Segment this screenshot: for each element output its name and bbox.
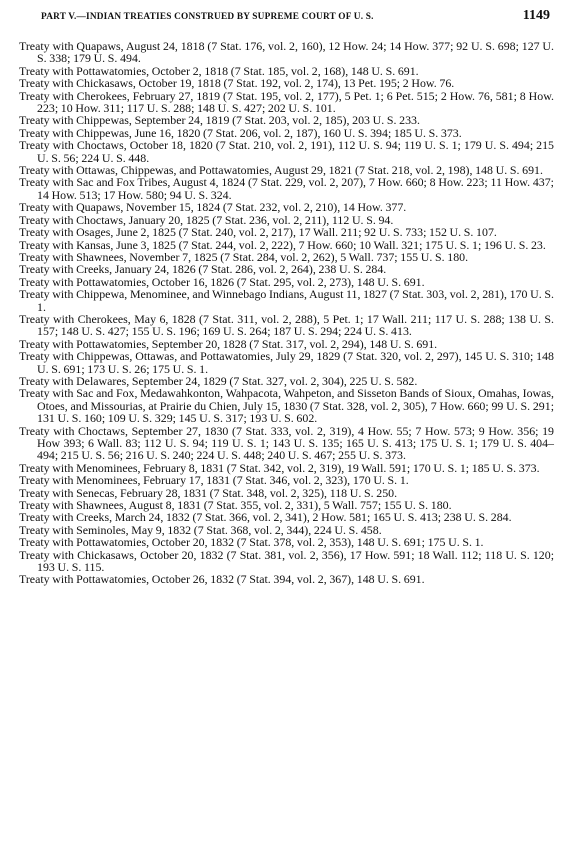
treaty-entry: Treaty with Osages, June 2, 1825 (7 Stat. 240, vol. 2, 217), 17 Wall. 211; 92 U. S. 733; 152 U. S. 107. (19, 225, 497, 240)
treaty-entry: Treaty with Creeks, January 24, 1826 (7 Stat. 286, vol. 2, 264), 238 U. S. 284. (19, 262, 387, 277)
treaty-entry: Treaty with Kansas, June 3, 1825 (7 Stat. 244, vol. 2, 222), 7 How. 660; 10 Wall. 321; 175 U. S. 1; 196 U. S. 23. (19, 237, 546, 252)
treaty-entry: Treaty with Choctaws, September 27, 1830 (7 Stat. 333, vol. 2, 319), 4 How. 55; 7 How. 573; 9 How. 356; 19 How 393; 6 Wall. 83; 112 U. S. 94; 119 U. S. 1; 143 U. S. 135; 165 U. S. 413; 175 U. S. 1; 179 U. S. 404–494; 215 U. S. 56; 216 U. S. 240; 224 U. S. 448; 240 U. S. 467; 255 U. S. 373. (19, 423, 554, 463)
treaty-entry: Treaty with Menominees, February 8, 1831 (7 Stat. 342, vol. 2, 319), 19 Wall. 591; 170 U. S. 1; 185 U. S. 373. (19, 460, 540, 475)
treaty-entry: Treaty with Pottawatomies, October 16, 1826 (7 Stat. 295, vol. 2, 273), 148 U. S. 691. (19, 274, 425, 289)
treaty-entry: Treaty with Pottawatomies, October 2, 1818 (7 Stat. 185, vol. 2, 168), 148 U. S. 691. (19, 63, 419, 78)
treaty-entry: Treaty with Chickasaws, October 20, 1832 (7 Stat. 381, vol. 2, 356), 17 How. 591; 18 Wall. 112; 118 U. S. 120; 193 U. S. 115. (19, 547, 554, 575)
treaty-entry: Treaty with Cherokees, February 27, 1819 (7 Stat. 195, vol. 2, 177), 5 Pet. 1; 6 Pet. 515; 2 How. 76, 581; 8 How. 223; 10 How. 311; 117 U. S. 288; 148 U. S. 427; 202 U. S. 101. (19, 88, 554, 116)
treaty-entry: Treaty with Creeks, March 24, 1832 (7 Stat. 366, vol. 2, 341), 2 How. 581; 165 U. S. 413; 238 U. S. 284. (19, 510, 512, 525)
treaty-entry: Treaty with Menominees, February 17, 1831 (7 Stat. 346, vol. 2, 323), 170 U. S. 1. (19, 473, 409, 488)
treaty-entry: Treaty with Sac and Fox Tribes, August 4, 1824 (7 Stat. 229, vol. 2, 207), 7 How. 660; 8 How. 223; 11 How. 437; 14 How. 513; 17 How. 580; 94 U. S. 324. (19, 175, 554, 202)
running-title: PART V.—INDIAN TREATIES CONSTRUED BY SUPREME COURT OF U. S. (41, 12, 374, 22)
treaty-entry: Treaty with Choctaws, January 20, 1825 (7 Stat. 236, vol. 2, 211), 112 U. S. 94. (19, 212, 394, 227)
page-number: 1149 (522, 8, 550, 23)
treaty-entry: Treaty with Shawnees, November 7, 1825 (7 Stat. 284, vol. 2, 262), 5 Wall. 737; 155 U. S. 180. (19, 249, 469, 264)
treaty-entry: Treaty with Seminoles, May 9, 1832 (7 Stat. 368, vol. 2, 344), 224 U. S. 458. (19, 522, 382, 537)
treaty-entry: Treaty with Sac and Fox, Medawahkonton, Wahpacota, Wahpeton, and Sisseton Bands of Sioux, Omahas, Iowas, Otoes, and Missourias, at Prairie du Chien, July 15, 1830 (7 Stat. 328, vol. 2, 305), 7 How. 660; 99 U. S. 291; 131 U. S. 160; 109 U. S. 329; 145 U. S. 317; 193 U. S. 602. (19, 386, 554, 426)
treaty-entry: Treaty with Chippewas, September 24, 1819 (7 Stat. 203, vol. 2, 185), 203 U. S. 233. (19, 113, 420, 128)
treaty-entry: Treaty with Cherokees, May 6, 1828 (7 Stat. 311, vol. 2, 288), 5 Pet. 1; 17 Wall. 211; 117 U. S. 288; 138 U. S. 157; 148 U. S. 427; 155 U. S. 196; 169 U. S. 264; 187 U. S. 294; 224 U. S. 413. (19, 311, 554, 339)
treaty-entry: Treaty with Chippewas, June 16, 1820 (7 Stat. 206, vol. 2, 187), 160 U. S. 394; 185 U. S. 373. (19, 125, 462, 140)
treaty-entry: Treaty with Chippewas, Ottawas, and Pottawatomies, July 29, 1829 (7 Stat. 320, vol. 2, 297), 145 U. S. 310; 148 U. S. 691; 173 U. S. 26; 175 U. S. 1. (19, 349, 554, 376)
treaty-entry: Treaty with Quapaws, November 15, 1824 (7 Stat. 232, vol. 2, 210), 14 How. 377. (19, 200, 407, 215)
treaty-entry: Treaty with Shawnees, August 8, 1831 (7 Stat. 355, vol. 2, 331), 5 Wall. 757; 155 U. S. 180. (19, 498, 452, 513)
treaty-list (19, 40, 554, 586)
treaty-entry: Treaty with Pottawatomies, October 20, 1832 (7 Stat. 378, vol. 2, 353), 148 U. S. 691; 175 U. S. 1. (19, 535, 484, 550)
treaty-entry: Treaty with Chippewa, Menominee, and Winnebago Indians, August 11, 1827 (7 Stat. 303, vol. 2, 281), 170 U. S. 1. (19, 287, 554, 314)
page-header (19, 8, 554, 34)
treaty-entry: Treaty with Pottawatomies, October 26, 1832 (7 Stat. 394, vol. 2, 367), 148 U. S. 691. (19, 572, 425, 587)
treaty-entry: Treaty with Delawares, September 24, 1829 (7 Stat. 327, vol. 2, 304), 225 U. S. 582. (19, 373, 418, 388)
treaty-entry: Treaty with Pottawatomies, September 20, 1828 (7 Stat. 317, vol. 2, 294), 148 U. S. 691. (19, 336, 438, 351)
treaty-entry: Treaty with Quapaws, August 24, 1818 (7 Stat. 176, vol. 2, 160), 12 How. 24; 14 How. 377; 92 U. S. 698; 127 U. S. 338; 179 U. S. 494. (19, 39, 554, 66)
treaty-entry: Treaty with Senecas, February 28, 1831 (7 Stat. 348, vol. 2, 325), 118 U. S. 250. (19, 485, 398, 500)
treaty-entry: Treaty with Chickasaws, October 19, 1818 (7 Stat. 192, vol. 2, 174), 13 Pet. 195; 2 How. 76. (19, 76, 455, 91)
treaty-entry: Treaty with Choctaws, October 18, 1820 (7 Stat. 210, vol. 2, 191), 112 U. S. 94; 119 U. S. 1; 179 U. S. 494; 215 U. S. 56; 224 U. S. 448. (19, 138, 554, 165)
treaty-entry: Treaty with Ottawas, Chippewas, and Pottawatomies, August 29, 1821 (7 Stat. 218, vol. 2, 198), 148 U. S. 691. (19, 163, 543, 178)
